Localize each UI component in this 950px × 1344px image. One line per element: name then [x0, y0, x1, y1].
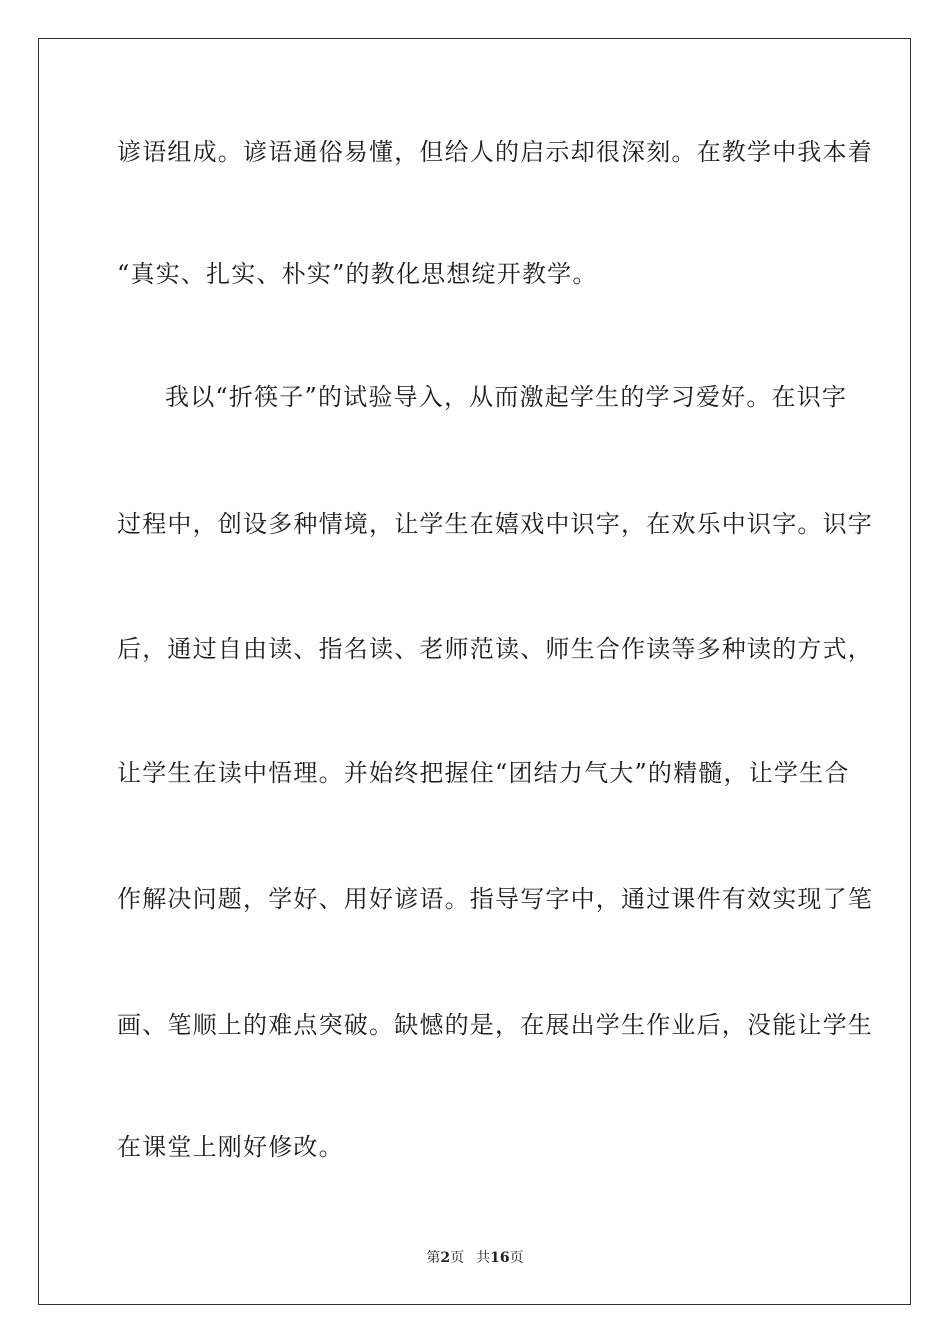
- body-line-6: 让学生在读中悟理。并始终把握住“团结力气大”的精髓，让学生合: [117, 759, 850, 787]
- body-line-1: 谚语组成。谚语通俗易懂，但给人的启示却很深刻。在教学中我本着: [117, 138, 873, 166]
- body-line-5: 后，通过自由读、指名读、老师范读、师生合作读等多种读的方式，: [117, 635, 873, 663]
- body-line-7: 作解决问题，学好、用好谚语。指导写字中，通过课件有效实现了笔: [117, 885, 873, 913]
- page-border: [38, 38, 911, 1305]
- page-total-count: 16: [490, 1250, 510, 1266]
- body-line-3: 我以“折筷子”的试验导入，从而激起学生的学习爱好。在识字: [165, 383, 848, 411]
- body-line-4: 过程中，创设多种情境，让学生在嬉戏中识字，在欢乐中识字。识字: [117, 510, 873, 538]
- page-footer: [0, 1248, 950, 1268]
- page-total-suffix: 页: [509, 1250, 524, 1266]
- body-line-8: 画、笔顺上的难点突破。缺憾的是，在展出学生作业后，没能让学生: [117, 1011, 873, 1039]
- page-number-current: 2: [440, 1250, 451, 1266]
- page-number-suffix: 页: [450, 1250, 465, 1266]
- page-number-prefix: 第: [426, 1250, 441, 1266]
- page-total-prefix: 共: [476, 1250, 491, 1266]
- body-line-2: “真实、扎实、朴实”的教化思想绽开教学。: [117, 260, 598, 288]
- body-line-9: 在课堂上刚好修改。: [117, 1133, 344, 1161]
